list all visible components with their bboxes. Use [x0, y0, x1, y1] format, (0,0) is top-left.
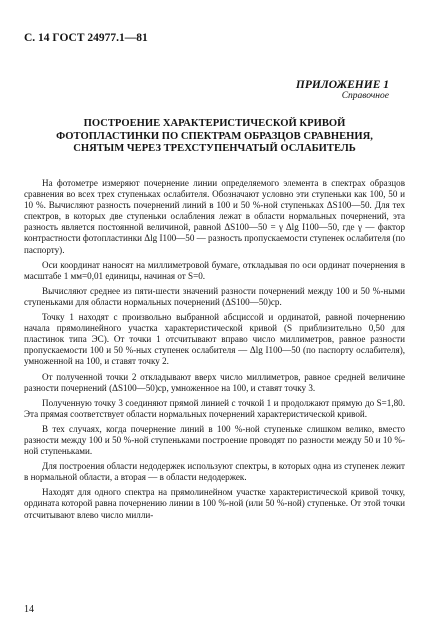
- section-title: [24, 118, 405, 156]
- document-header: С. 14 ГОСТ 24977.1—81: [24, 32, 148, 44]
- section-title-line: ФОТОПЛАСТИНКИ ПО СПЕКТРАМ ОБРАЗЦОВ СРАВНЕНИЯ,: [56, 130, 373, 142]
- paragraph: В тех случаях, когда почернение линий в 100 %-ной ступеньке слишком велико, вместо разности между 100 и 50 %-ной ступеньками построение проводят по разности между 50 и 10 %-ной ступеньками.: [24, 423, 405, 457]
- paragraph: На фотометре измеряют почернение линии определяемого элемента в спектрах образцов сравнения во всех трех ступеньках ослабителя. Обозначают условно эти ступеньки как 100, 50 и 10 %. Вычисляют разность почернений линий в 100 и 50 %-ной ступеньках ΔS100—50. Для тех спектров, в которых две ступеньки ослабления лежат в области нормальных почернений, эта разность является постоянной величиной, равной ΔS100—50 = γ Δlg I100—50, где γ — фактор контрастности фотопластинки Δlg I100—50 — разность пропускаемости ступенек ослабителя (по паспорту).: [24, 178, 405, 255]
- paragraph: Точку 1 находят с произвольно выбранной абсциссой и ординатой, равной почернению начала прямолинейного участка характеристической кривой (S приблизительно 0,50 для пластинок типа ЭС). От точки 1 отсчитывают вправо число миллиметров, равное разности пропускаемости 100 и 50 %-ных ступенек ослабителя — Δlg I100—50 (по паспорту ослабителя), умноженной на 100, и ставят точку 2.: [24, 312, 405, 367]
- section-title-line: СНЯТЫМ ЧЕРЕЗ ТРЕХСТУПЕНЧАТЫЙ ОСЛАБИТЕЛЬ: [73, 143, 356, 154]
- section-title-line: ПОСТРОЕНИЕ ХАРАКТЕРИСТИЧЕСКОЙ КРИВОЙ: [83, 118, 346, 129]
- paragraph: Полученную точку 3 соединяют прямой линией с точкой 1 и продолжают прямую до S=1,80. Эта прямая соответствует области нормальных почернений характеристической кривой.: [24, 397, 405, 419]
- paragraph: Вычисляют среднее из пяти-шести значений разности почернений между 100 и 50 %-ными ступеньками для области нормальных почернений (ΔS100—50)ср.: [24, 285, 405, 307]
- appendix-label: [296, 80, 389, 102]
- page-number: 14: [24, 604, 34, 615]
- appendix-subtitle: Справочное: [341, 91, 389, 101]
- paragraph: Для построения области недодержек используют спектры, в которых одна из ступенек лежит в нормальной области, а вторая — в области недодержек.: [24, 461, 405, 483]
- appendix-title: ПРИЛОЖЕНИЕ 1: [295, 79, 389, 91]
- paragraph: Находят для одного спектра на прямолинейном участке характеристической кривой точку, ордината которой равна почернению линии в 100 %-ной (или 50 %-ной) ступеньке. От этой точки отсчитывают влево число милли-: [24, 487, 405, 520]
- body-text: [24, 178, 405, 525]
- paragraph: От полученной точки 2 откладывают вверх число миллиметров, равное средней величине разности почернений (ΔS100—50)ср, умноженное на 100, и ставят точку 3.: [24, 371, 405, 393]
- paragraph: Оси координат наносят на миллиметровой бумаге, откладывая по оси ординат почернения в масштабе 1 мм=0,01 единицы, начиная от S=0.: [24, 259, 405, 281]
